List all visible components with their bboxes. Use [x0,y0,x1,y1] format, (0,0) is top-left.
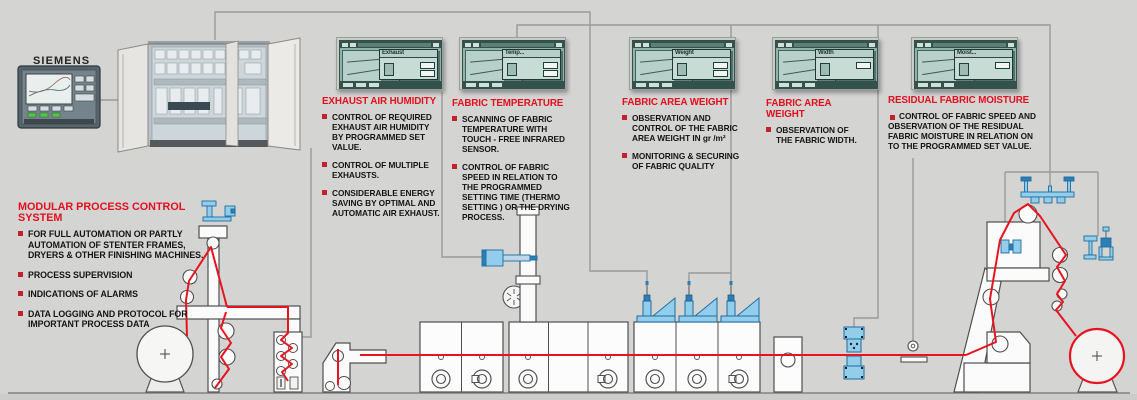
bullet-square-icon [890,115,895,120]
value-box [713,62,728,69]
area-weight-gauge [844,327,864,379]
bullet-item [322,160,440,180]
value-box [420,70,435,77]
monitor-weight [629,37,736,90]
bullet-item [18,289,210,300]
bullet-item [18,270,210,281]
batch-winder [1070,329,1124,392]
dialog-body [503,58,560,79]
dialog-title: Moist... [955,50,1012,58]
bullet-item [18,229,210,261]
dialog-body [955,58,1012,79]
value-box [713,70,728,77]
bullet-text: SCANNING OF FABRIC TEMPERATURE WITH TOUCH - FREE INFRARED SENSOR. [462,114,565,154]
bullet-text: OBSERVATION OF THE FABRIC WIDTH. [776,125,857,145]
screen-button [792,83,802,87]
bullet-item [452,162,574,222]
bullet-list [452,114,574,222]
bullet-item [622,151,748,171]
menu-chip-icon [869,43,875,47]
dialog-title: Width [816,50,873,58]
button-row [915,81,1016,88]
screen-button [369,83,379,87]
menu-strip [794,43,867,47]
value-box [420,62,435,69]
bullet-square-icon [18,291,23,296]
bullet-square-icon [622,153,627,158]
bullet-text: OBSERVATION AND CONTROL OF THE FABRIC AREA WEIGHT IN gr /m² [632,113,738,143]
menu-chip-icon [465,43,471,47]
screen-button [779,83,789,87]
monitor-width [772,37,879,90]
control-cabinet [118,38,300,152]
hmi-panel [18,66,100,128]
bullet-list [622,113,748,171]
dialog-title: Temp... [503,50,560,58]
bullet-square-icon [322,162,327,167]
ground-line [0,393,1137,400]
bullet-list [888,111,1038,151]
bullet-square-icon [622,115,627,120]
monitor-screen [775,40,878,89]
bullet-list [322,112,440,218]
dialog-title: Exhaust [380,50,437,58]
section-fabric-temperature [452,98,574,230]
menu-chip-icon [342,43,348,47]
dryer-compartments [420,322,760,392]
bullet-square-icon [322,114,327,119]
bullet-square-icon [322,190,327,195]
siemens-logo: SIEMENS [33,55,91,67]
section-heading: MODULAR PROCESS CONTROL SYSTEM [18,201,186,224]
menu-chip-icon [786,43,792,47]
fabric-path [186,204,1076,388]
monitor-menubar [463,41,564,48]
bullet-square-icon [18,231,23,236]
bullet-item [322,112,440,152]
section-heading: FABRIC AREA WEIGHT [622,97,729,108]
screen-button [805,83,815,87]
menu-chip-icon [726,43,732,47]
menu-chip-icon [473,43,479,47]
section-heading: FABRIC TEMPERATURE [452,98,564,109]
screen-button [343,83,353,87]
screen-button [662,83,672,87]
menu-chip-icon [635,43,641,47]
menu-chip-icon [1008,43,1014,47]
button-row [463,81,564,88]
menu-chip-icon [925,43,931,47]
bullet-text: CONTROL OF MULTIPLE EXHAUSTS. [332,160,429,180]
button-row [776,81,877,88]
bullet-item [322,188,440,218]
screen-button [466,83,476,87]
menu-chip-icon [917,43,923,47]
monitor-temperature [459,37,566,90]
bullet-text: PROCESS SUPERVISION [28,269,133,280]
section-fabric-area-weight [622,97,748,179]
menu-strip [933,43,1006,47]
bullet-text: DATA LOGGING AND PROTOCOL FOR IMPORTANT PROCESS DATA [28,308,188,329]
menu-strip [481,43,554,47]
monitor-menubar [915,41,1016,48]
bullet-list [766,125,866,145]
bullet-square-icon [452,116,457,121]
monitor-screen [914,40,1017,89]
section-exhaust-air-humidity [322,96,440,226]
bullet-text: CONTROL OF FABRIC SPEED AND OBSERVATION OF THE RESIDUAL FABRIC MOISTURE IN RELATION ON TO THE PROGRAMMED SET VALUE. [888,111,1036,151]
section-heading: EXHAUST AIR HUMIDITY [322,96,437,107]
monitor-screen [462,40,565,89]
dialog-body [816,58,873,79]
bullet-text: MONITORING & SECURING OF FABRIC QUALITY [632,151,740,171]
menu-chip-icon [433,43,439,47]
screen-button [356,83,366,87]
dialog-window [379,49,438,80]
dialog-title: Weight [673,50,730,58]
bullet-item [622,113,748,143]
bullet-square-icon [452,164,457,169]
menu-chip-icon [350,43,356,47]
bullet-square-icon [18,272,23,277]
bullet-item [18,309,210,330]
monitor-screen [339,40,442,89]
screen-button [931,83,941,87]
value-box [856,62,871,69]
value-box [995,62,1010,69]
dialog-body [673,58,730,79]
menu-chip-icon [556,43,562,47]
section-fabric-width [766,98,866,153]
width-sensor-rail [1021,177,1074,203]
bullet-item [766,125,866,145]
line-sensor [901,341,927,362]
screen-button [944,83,954,87]
bullet-text: CONSIDERABLE ENERGY SAVING BY OPTIMAL AND AUTOMATIC AIR EXHAUST. [332,188,440,218]
menu-chip-icon [778,43,784,47]
screen-button [479,83,489,87]
button-row [633,81,734,88]
value-box [543,62,558,69]
bullet-square-icon [766,127,771,132]
bullet-text: FOR FULL AUTOMATION OR PARTLY AUTOMATION OF STENTER FRAMES, DRYERS & OTHER FINISHING MACHINES. [28,229,204,260]
dialog-window [815,49,874,80]
bullet-text: INDICATIONS OF ALARMS [28,289,138,299]
bullet-item [452,114,574,154]
value-box [543,70,558,77]
screen-button [918,83,928,87]
infrared-temperature-sensors [637,281,759,322]
monitor-menubar [340,41,441,48]
dialog-window [954,49,1013,80]
dialog-window [502,49,561,80]
screen-button [636,83,646,87]
transfer-box [774,337,802,392]
bullet-text: CONTROL OF FABRIC SPEED IN RELATION TO THE PROGRAMMED SETTING TIME (THERMO SETTING ) OR THE DRYING PROCESS. [462,162,570,222]
monitor-screen [632,40,735,89]
section-heading: FABRIC AREA WEIGHT [766,98,832,120]
section-process-control [18,202,210,339]
button-row [340,81,441,88]
padder-unit [323,343,386,392]
menu-chip-icon [643,43,649,47]
bullet-item [888,111,1038,151]
menu-strip [651,43,724,47]
screen-button [492,83,502,87]
menu-strip [358,43,431,47]
bullet-square-icon [18,311,23,316]
monitor-exhaust [336,37,443,90]
section-residual-moisture [888,95,1038,159]
monitor-menubar [633,41,734,48]
dialog-body [380,58,437,79]
bullet-text: CONTROL OF REQUIRED EXHAUST AIR HUMIDITY BY PROGRAMMED SET VALUE. [332,112,432,152]
screen-button [649,83,659,87]
section-heading: RESIDUAL FABRIC MOISTURE [888,95,1030,106]
monitor-menubar [776,41,877,48]
bullet-list [18,229,210,330]
monitor-moisture [911,37,1018,90]
dialog-window [672,49,731,80]
